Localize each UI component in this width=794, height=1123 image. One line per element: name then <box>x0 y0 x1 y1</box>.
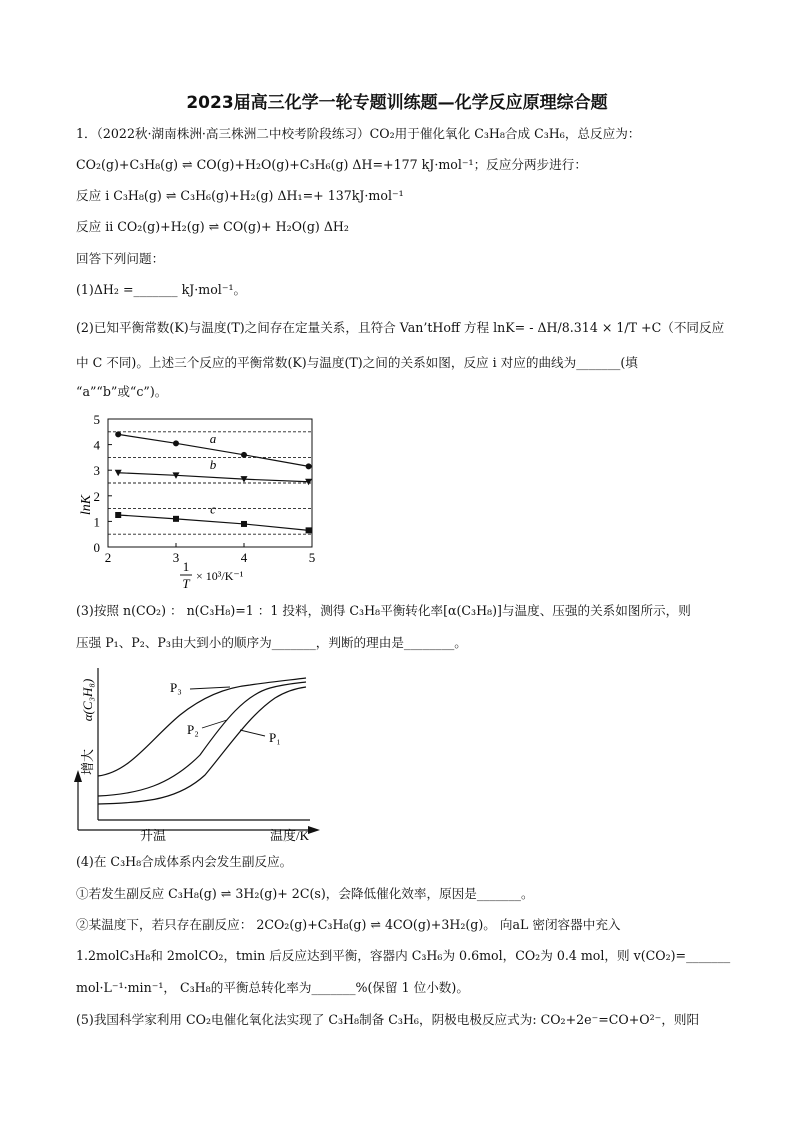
subquestion-5: (5)我国科学家利用 CO₂电催化氧化法实现了 C₃H₈制备 C₃H₆，阴极电极反应式为: CO₂+2e⁻=CO+O²⁻，则阳 <box>76 1012 700 1027</box>
lnk-axis-label: lnK <box>79 494 94 516</box>
page-title: 2023届高三化学一轮专题训练题—化学反应原理综合题 <box>186 93 608 113</box>
heating-label: 升温 <box>140 828 167 843</box>
label-leader-p1 <box>240 730 265 736</box>
point-c-3 <box>306 527 312 533</box>
y-tick-label-0: 0 <box>93 540 100 555</box>
question-stem: 1．（2022秋·湖南株洲·高三株洲二中校考阶段练习）CO₂用于催化氧化 C₃H₈合成 C₃H₆，总反应为： <box>76 126 641 141</box>
subquestion-4-2-cont2: mol·L⁻¹·min⁻¹， C₃H₈的平衡总转化率为_______%(保留 1 位小数)。 <box>76 980 469 995</box>
y-tick-label-5: 5 <box>93 412 100 427</box>
reaction-ii: 反应 ii CO₂(g)+H₂(g) ⇌ CO(g)+ H₂O(g) ΔH₂ <box>76 219 349 234</box>
curve-label-p1: P₁ <box>269 730 281 745</box>
point-c-2 <box>241 521 247 527</box>
x-axis-label-numerator: 1 <box>182 559 190 574</box>
subquestion-3-cont: 压强 P₁、P₂、P₃由大到小的顺序为_______，判断的理由是________。 <box>76 635 467 650</box>
temperature-axis-label: 温度/K <box>270 828 310 843</box>
point-a-2 <box>241 452 247 458</box>
point-c-0 <box>115 512 121 518</box>
x-axis-label-unit: × 10³/K⁻¹ <box>196 569 244 583</box>
alpha-axis-label: α(C₃H₈) <box>80 678 95 722</box>
y-tick-label-2: 2 <box>93 488 100 504</box>
curve-label-a: a <box>209 431 217 446</box>
x-axis-label-denominator: T <box>182 576 190 591</box>
point-a-1 <box>173 440 179 446</box>
series-line-b <box>118 473 308 482</box>
increase-label: 增大 <box>80 748 95 776</box>
point-a-0 <box>115 431 121 437</box>
series-line-c <box>118 515 308 530</box>
curve-label-p2: P₂ <box>187 722 199 737</box>
conversion-chart <box>70 660 330 845</box>
subquestion-2-cont: 中 C 不同)。上述三个反应的平衡常数(K)与温度(T)之间的关系如图，反应 i 对应的曲线为_______(填 <box>76 355 638 370</box>
subquestion-4-2: ②某温度下，若只存在副反应： 2CO₂(g)+C₃H₈(g) ⇌ 4CO(g)+3H₂(g)。 向aL 密闭容器中充入 <box>76 917 621 932</box>
y-tick-label-4: 4 <box>93 437 100 453</box>
subquestion-2-cont2: “a”“b”或“c”)。 <box>76 384 168 399</box>
x-tick-label-0: 2 <box>104 550 112 565</box>
x-tick-label-1: 3 <box>172 550 180 565</box>
y-tick-label-3: 3 <box>93 463 100 479</box>
curve-label-c: c <box>210 501 216 517</box>
x-axis-arrow <box>308 826 320 834</box>
point-a-3 <box>306 463 312 469</box>
x-tick-label-2: 4 <box>240 550 248 565</box>
subquestion-4-1: ①若发生副反应 C₃H₈(g) ⇌ 3H₂(g)+ 2C(s)，会降低催化效率，原因是_______。 <box>76 886 534 901</box>
y-tick-label-1: 1 <box>93 514 100 530</box>
subquestion-4-2-cont: 1.2molC₃H₈和 2molCO₂，tmin 后反应达到平衡，容器内 C₃H₆为 0.6mol，CO₂为 0.4 mol，则 v(CO₂)=_______ <box>76 948 731 963</box>
curve-p3 <box>98 678 306 776</box>
point-c-1 <box>173 516 179 522</box>
total-reaction: CO₂(g)+C₃H₈(g) ⇌ CO(g)+H₂O(g)+C₃H₆(g) ΔH=+177 kJ·mol⁻¹；反应分两步进行： <box>76 157 587 172</box>
subquestion-2: (2)已知平衡常数(K)与温度(T)之间存在定量关系，且符合 Van’tHoff 方程 lnK= - ΔH/8.314 × 1/T +C（不同反应 <box>76 320 725 335</box>
x-tick-label-3: 5 <box>308 550 316 565</box>
subquestion-3: (3)按照 n(CO₂) ： n(C₃H₈)=1 ：1 投料，测得 C₃H₈平衡转化率[α(C₃H₈)]与温度、压强的关系如图所示，则 <box>76 603 691 618</box>
answer-prompt: 回答下列问题： <box>76 251 165 266</box>
label-leader-p3 <box>190 687 230 689</box>
subquestion-4: (4)在 C₃H₈合成体系内会发生副反应。 <box>76 854 293 869</box>
lnk-chart <box>76 405 336 600</box>
subquestion-1: (1)ΔH₂ =_______ kJ·mol⁻¹。 <box>76 282 247 297</box>
curve-label-p3: P₃ <box>170 680 182 695</box>
reaction-i: 反应 i C₃H₈(g) ⇌ C₃H₆(g)+H₂(g) ΔH₁=+ 137kJ·mol⁻¹ <box>76 188 404 203</box>
curve-label-b: b <box>209 457 217 473</box>
curve-p1 <box>98 687 306 804</box>
